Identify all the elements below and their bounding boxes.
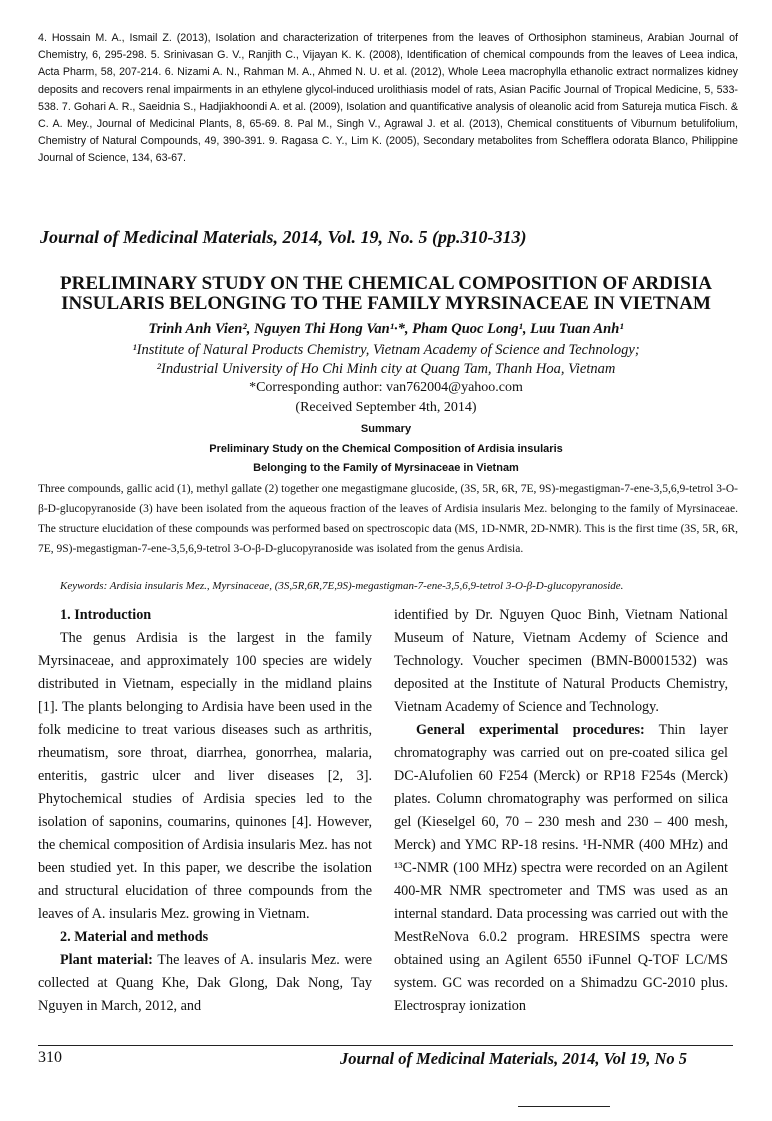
article-title (30, 274, 742, 314)
footer-divider (38, 1045, 733, 1046)
methods-heading: 2. Material and methods (60, 929, 209, 945)
author-list: Trinh Anh Vien², Nguyen Thi Hong Van¹·*, Pham Quoc Long¹, Luu Tuan Anh¹ (148, 321, 624, 337)
right-column (394, 604, 728, 1018)
summary-title-1: Preliminary Study on the Chemical Composition of Ardisia insularis (209, 443, 563, 455)
page-number: 310 (38, 1049, 62, 1066)
summary-heading: Summary (360, 423, 412, 435)
general-procedures-label: General experimental procedures: (416, 722, 645, 738)
general-procedures-text: Thin layer chromatography was carried out on pre-coated silica gel DC-Alufolien 60 F254 (Merck) or RP18 F254s (Merck) plates. Column chromatography was performed on silica gel (Kieselgel 60, 70 – 230 mesh and 230 – 400 mesh, Merck) and YMC RP-18 resins. ¹H-NMR (400 MHz) and ¹³C-NMR (100 MHz) spectra were recorded on an Agilent 400-MR NMR spectrometer and TMS was used as an internal standard. Data processing was carried out with the MestReNova 6.0.2 program. HRESIMS spectra were obtained using an Agilent 6550 iFunnel Q-TOF LC/MS system. GC was recorded on a Shimadzu GC-2010 plus. Electrospray ionization (394, 722, 728, 1014)
keywords: Keywords: Ardisia insularis Mez., Myrsinaceae, (3S,5R,6R,7E,9S)-megastigman-7-ene-3,5,6,9-tetrol 3-O-β-D-glucopyranoside. (60, 580, 624, 592)
bottom-short-rule (518, 1106, 610, 1107)
corresponding-author: *Corresponding author: van762004@yahoo.com (249, 380, 523, 395)
title-line-1: PRELIMINARY STUDY ON THE CHEMICAL COMPOSITION OF ARDISIA (60, 273, 712, 294)
summary-title-2: Belonging to the Family of Myrsinaceae in Vietnam (253, 462, 519, 474)
general-procedures-paragraph (394, 719, 728, 1018)
title-line-2: INSULARIS BELONGING TO THE FAMILY MYRSINACEAE IN VIETNAM (61, 293, 711, 314)
affiliation-2: ²Industrial University of Ho Chi Minh city at Quang Tam, Thanh Hoa, Vietnam (156, 361, 616, 377)
intro-paragraph: The genus Ardisia is the largest in the family Myrsinaceae, and approximately 100 species are widely distributed in Vietnam, especially in the midland plains [1]. The plants belonging to Ardisia have been used in the folk medicine to treat various diseases such as arthritis, rheumatism, sore throat, diarrhea, gonorrhea, malaria, enteritis, gastric ulcer and liver diseases [2, 3]. Phytochemical studies of Ardisia species led to the isolation of saponins, coumarins, quinones [4]. However, the chemical composition of Ardisia insularis Mez. has not been studied yet. In this paper, we describe the isolation and structural elucidation of three compounds from the leaves of A. insularis Mez. growing in Vietnam. (38, 630, 372, 922)
references-block: 4. Hossain M. A., Ismail Z. (2013), Isolation and characterization of triterpenes from the leaves of Orthosiphon stamineus, Arabian Journal of Chemistry, 6, 295-298. 5. Srinivasan G. V., Ranjith C., Vijayan K. K. (2008), Identification of chemical compounds from the leaves of Leea indica, Acta Pharm, 58, 207-214. 6. Nizami A. N., Rahman M. A., Ahmed N. U. et al. (2012), Whole Leea macrophylla ethanolic extract normalizes kidney deposits and recovers renal impairments in an ethylene glycol-induced urolithiasis model of rats, Asian Pacific Journal of Tropical Medicine, 5, 533-538. 7. Gohari A. R., Saeidnia S., Hadjiakhoondi A. et al. (2009), Isolation and quantificative analysis of oleanolic acid from Satureja mutica Fisch. & C. A. Mey., Journal of Medicinal Plants, 8, 65-69. 8. Pal M., Singh V., Agrawal J. et al. (2013), Chemical constituents of Viburnum betulifolium, Chemistry of Natural Compounds, 49, 390-391. 9. Ragasa C. Y., Lim K. (2005), Secondary metabolites from Schefflera odorata Blanco, Philippine Journal of Science, 134, 63-67. (38, 32, 738, 165)
plant-material-label: Plant material: (60, 952, 153, 968)
plant-material-text: The leaves of A. insularis Mez. were collected at Quang Khe, Dak Glong, Dak Nong, Tay Nguyen in March, 2012, and (38, 952, 373, 1014)
received-date: (Received September 4th, 2014) (295, 400, 477, 415)
left-column (38, 604, 372, 1018)
journal-header: Journal of Medicinal Materials, 2014, Vol. 19, No. 5 (pp.310-313) (40, 227, 527, 247)
intro-heading: 1. Introduction (60, 607, 152, 623)
identification-paragraph: identified by Dr. Nguyen Quoc Binh, Vietnam National Museum of Nature, Vietnam Acdemy of Science and Technology. Voucher specimen (BMN-B0001532) was deposited at the Institute of Natural Products Chemistry, Vietnam Academy of Science and Technology. (394, 607, 728, 715)
affiliation-1: ¹Institute of Natural Products Chemistry, Vietnam Academy of Science and Technology; (132, 342, 640, 358)
footer-journal: Journal of Medicinal Materials, 2014, Vol 19, No 5 (340, 1049, 687, 1068)
plant-material-paragraph (38, 949, 372, 1018)
summary-text: Three compounds, gallic acid (1), methyl gallate (2) together one megastigmane glucoside, (3S, 5R, 6R, 7E, 9S)-megastigman-7-ene-3,5,6,9-tetrol 3-O-β-D-glucopyranoside (3) have been isolated from the aqueous fraction of the leaves of Ardisia insularis Mez. belonging to the family of Myrsinaceae. The structure elucidation of these compounds was performed based on spectroscopic data (MS, 1D-NMR, 2D-NMR). This is the first time (3S, 5R, 6R, 7E, 9S)-megastigman-7-ene-3,5,6,9-tetrol 3-O-β-D-glucopyranoside was isolated from the genus Ardisia. (38, 483, 738, 555)
